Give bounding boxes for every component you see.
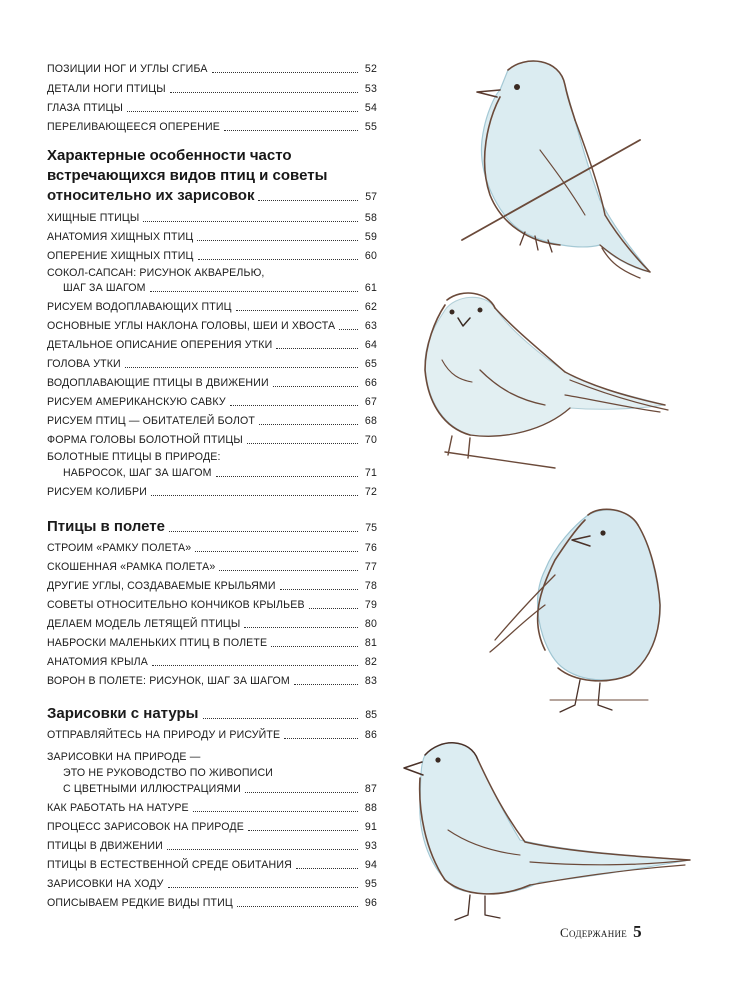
toc-page-number: 55 bbox=[364, 121, 377, 133]
toc-page-number: 65 bbox=[364, 358, 377, 370]
toc-entry[interactable]: АНАТОМИЯ КРЫЛА 82 bbox=[47, 656, 377, 668]
toc-entry[interactable]: ДЕТАЛИ НОГИ ПТИЦЫ 53 bbox=[47, 83, 377, 95]
toc-page-number: 71 bbox=[364, 467, 377, 479]
toc-page-number: 82 bbox=[364, 656, 377, 668]
toc-page-number: 62 bbox=[364, 301, 377, 313]
toc-entry[interactable]: ШАГ ЗА ШАГОМ 61 bbox=[63, 282, 377, 294]
page-footer bbox=[560, 922, 642, 942]
toc-page-number: 61 bbox=[364, 282, 377, 294]
toc-entry[interactable]: ПОЗИЦИИ НОГ И УГЛЫ СГИБА 52 bbox=[47, 63, 377, 75]
bird-sketch-perched-4 bbox=[404, 743, 690, 920]
section-heading-entry[interactable]: относительно их зарисовок 57 bbox=[47, 187, 377, 204]
toc-page-number: 60 bbox=[364, 250, 377, 262]
toc-entry[interactable]: СКОШЕННАЯ «РАМКА ПОЛЕТА» 77 bbox=[47, 561, 377, 573]
toc-entry[interactable]: ОТПРАВЛЯЙТЕСЬ НА ПРИРОДУ И РИСУЙТЕ 86 bbox=[47, 729, 377, 741]
toc-page-number: 81 bbox=[364, 637, 377, 649]
toc-page-number: 86 bbox=[364, 729, 377, 741]
toc-page-number: 66 bbox=[364, 377, 377, 389]
toc-entry[interactable]: ДРУГИЕ УГЛЫ, СОЗДАВАЕМЫЕ КРЫЛЬЯМИ 78 bbox=[47, 580, 377, 592]
toc-entry[interactable]: ДЕТАЛЬНОЕ ОПИСАНИЕ ОПЕРЕНИЯ УТКИ 64 bbox=[47, 339, 377, 351]
toc-page-number: 68 bbox=[364, 415, 377, 427]
toc-page-number: 64 bbox=[364, 339, 377, 351]
toc-entry[interactable]: ОПЕРЕНИЕ ХИЩНЫХ ПТИЦ 60 bbox=[47, 250, 377, 262]
toc-page-number: 80 bbox=[364, 618, 377, 630]
toc-page-number: 63 bbox=[364, 320, 377, 332]
toc-page-number: 79 bbox=[364, 599, 377, 611]
toc-page-number: 76 bbox=[364, 542, 377, 554]
toc-entry[interactable]: ГОЛОВА УТКИ 65 bbox=[47, 358, 377, 370]
toc-entry-continuation: ЭТО НЕ РУКОВОДСТВО ПО ЖИВОПИСИ bbox=[63, 767, 274, 779]
toc-entry[interactable]: ДЕЛАЕМ МОДЕЛЬ ЛЕТЯЩЕЙ ПТИЦЫ 80 bbox=[47, 618, 377, 630]
toc-page-number: 78 bbox=[364, 580, 377, 592]
section-heading-entry[interactable]: Птицы в полете 75 bbox=[47, 518, 377, 535]
section-heading: Характерные особенности часто bbox=[47, 147, 292, 164]
toc-entry[interactable]: ФОРМА ГОЛОВЫ БОЛОТНОЙ ПТИЦЫ 70 bbox=[47, 434, 377, 446]
toc-entry[interactable]: КАК РАБОТАТЬ НА НАТУРЕ 88 bbox=[47, 802, 377, 814]
toc-entry[interactable]: ПРОЦЕСС ЗАРИСОВОК НА ПРИРОДЕ 91 bbox=[47, 821, 377, 833]
toc-page-number: 83 bbox=[364, 675, 377, 687]
toc-entry[interactable]: СОВЕТЫ ОТНОСИТЕЛЬНО КОНЧИКОВ КРЫЛЬЕВ 79 bbox=[47, 599, 377, 611]
toc-entry[interactable]: ХИЩНЫЕ ПТИЦЫ 58 bbox=[47, 212, 377, 224]
toc-entry[interactable]: РИСУЕМ АМЕРИКАНСКУЮ САВКУ 67 bbox=[47, 396, 377, 408]
toc-entry[interactable]: ЗАРИСОВКИ НА ХОДУ 95 bbox=[47, 878, 377, 890]
toc-page-number: 57 bbox=[365, 191, 377, 203]
toc-page-number: 87 bbox=[364, 783, 377, 795]
toc-page-number: 59 bbox=[364, 231, 377, 243]
toc-page-number: 91 bbox=[364, 821, 377, 833]
bird-sketch-perched-1 bbox=[462, 61, 650, 278]
toc-entry[interactable]: НАБРОСКИ МАЛЕНЬКИХ ПТИЦ В ПОЛЕТЕ 81 bbox=[47, 637, 377, 649]
page-number: 5 bbox=[633, 922, 642, 941]
toc-page-number: 72 bbox=[364, 486, 377, 498]
toc-page-number: 95 bbox=[364, 878, 377, 890]
bird-sketch-perched-3 bbox=[490, 509, 660, 712]
toc-entry[interactable]: СТРОИМ «РАМКУ ПОЛЕТА» 76 bbox=[47, 542, 377, 554]
toc-page-number: 67 bbox=[364, 396, 377, 408]
toc-entry[interactable]: ГЛАЗА ПТИЦЫ 54 bbox=[47, 102, 377, 114]
toc-page-number: 96 bbox=[364, 897, 377, 909]
footer-section-label: Содержание bbox=[560, 925, 628, 940]
toc-entry[interactable]: С ЦВЕТНЫМИ ИЛЛЮСТРАЦИЯМИ 87 bbox=[63, 783, 377, 795]
toc-entry[interactable]: ОСНОВНЫЕ УГЛЫ НАКЛОНА ГОЛОВЫ, ШЕИ И ХВОСТА 63 bbox=[47, 320, 377, 332]
toc-entry[interactable]: ПТИЦЫ В ДВИЖЕНИИ 93 bbox=[47, 840, 377, 852]
toc-entry[interactable]: РИСУЕМ ВОДОПЛАВАЮЩИХ ПТИЦ 62 bbox=[47, 301, 377, 313]
toc-page-number: 58 bbox=[364, 212, 377, 224]
toc-entry-first-line[interactable]: БОЛОТНЫЕ ПТИЦЫ В ПРИРОДЕ: bbox=[47, 451, 221, 463]
toc-page-number: 75 bbox=[365, 522, 377, 534]
toc-page-number: 94 bbox=[364, 859, 377, 871]
toc-entry[interactable]: ПЕРЕЛИВАЮЩЕЕСЯ ОПЕРЕНИЕ 55 bbox=[47, 121, 377, 133]
toc-entry[interactable]: АНАТОМИЯ ХИЩНЫХ ПТИЦ 59 bbox=[47, 231, 377, 243]
toc-entry-first-line[interactable]: ЗАРИСОВКИ НА ПРИРОДЕ — bbox=[47, 751, 201, 763]
section-heading: встречающихся видов птиц и советы bbox=[47, 167, 328, 184]
toc-page-number: 88 bbox=[364, 802, 377, 814]
toc-entry[interactable]: ВОРОН В ПОЛЕТЕ: РИСУНОК, ШАГ ЗА ШАГОМ 83 bbox=[47, 675, 377, 687]
toc-entry[interactable]: НАБРОСОК, ШАГ ЗА ШАГОМ 71 bbox=[63, 467, 377, 479]
toc-page-number: 54 bbox=[364, 102, 377, 114]
toc-page-number: 52 bbox=[364, 63, 377, 75]
toc-entry[interactable]: РИСУЕМ КОЛИБРИ 72 bbox=[47, 486, 377, 498]
section-heading-entry[interactable]: Зарисовки с натуры 85 bbox=[47, 705, 377, 722]
toc-entry[interactable]: ПТИЦЫ В ЕСТЕСТВЕННОЙ СРЕДЕ ОБИТАНИЯ 94 bbox=[47, 859, 377, 871]
toc-entry[interactable]: РИСУЕМ ПТИЦ — ОБИТАТЕЛЕЙ БОЛОТ 68 bbox=[47, 415, 377, 427]
toc-page-number: 53 bbox=[364, 83, 377, 95]
toc-entry[interactable]: ОПИСЫВАЕМ РЕДКИЕ ВИДЫ ПТИЦ 96 bbox=[47, 897, 377, 909]
toc-page-number: 85 bbox=[365, 709, 377, 721]
toc-page-number: 77 bbox=[364, 561, 377, 573]
toc-entry-first-line[interactable]: СОКОЛ-САПСАН: РИСУНОК АКВАРЕЛЬЮ, bbox=[47, 267, 265, 279]
bird-sketch-perched-2 bbox=[425, 293, 668, 468]
toc-page-number: 70 bbox=[364, 434, 377, 446]
toc-page-number: 93 bbox=[364, 840, 377, 852]
toc-entry[interactable]: ВОДОПЛАВАЮЩИЕ ПТИЦЫ В ДВИЖЕНИИ 66 bbox=[47, 377, 377, 389]
